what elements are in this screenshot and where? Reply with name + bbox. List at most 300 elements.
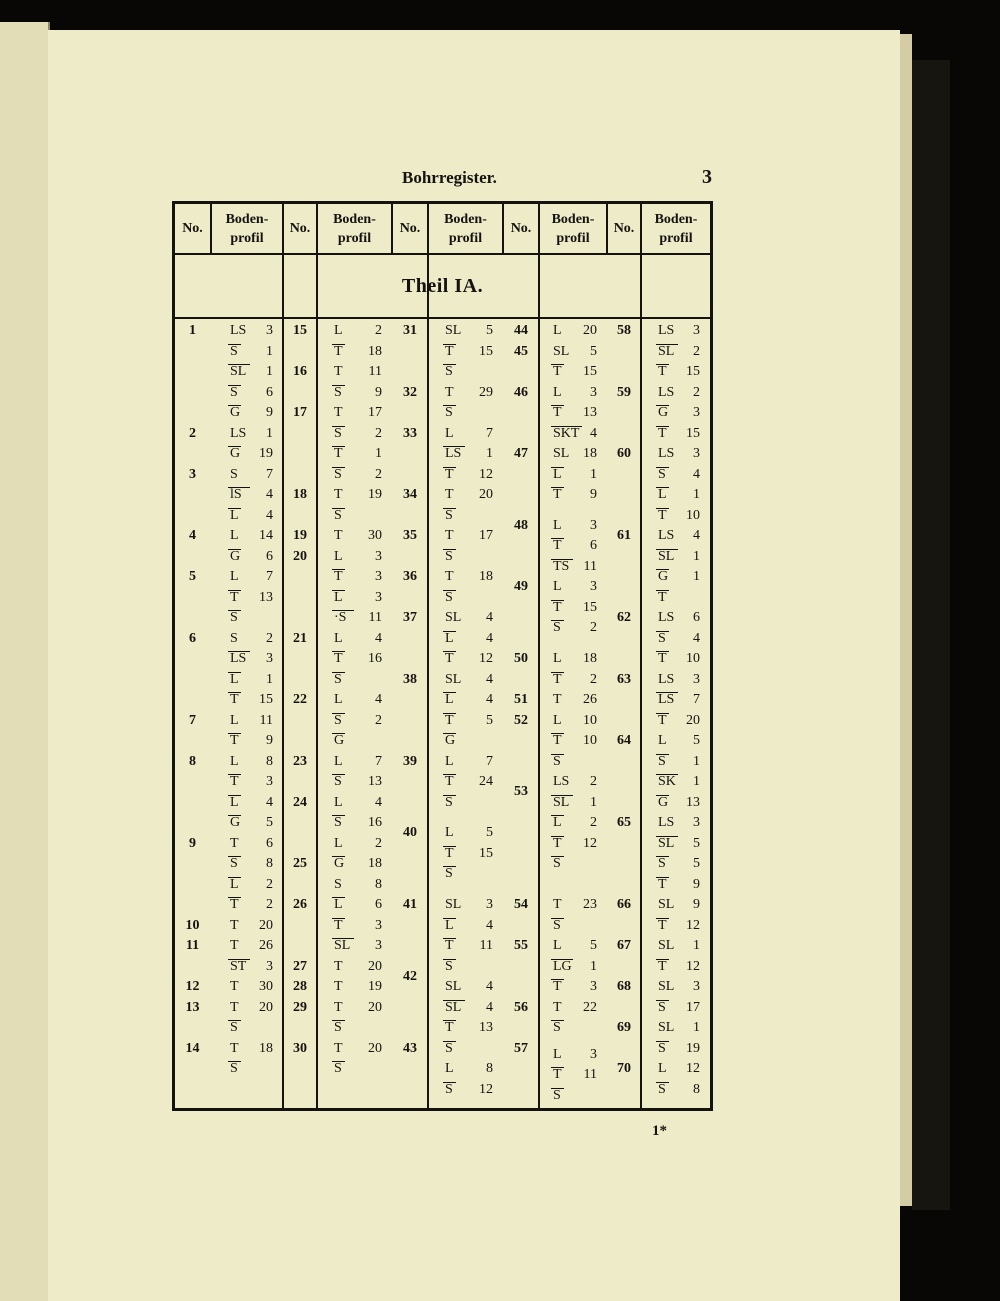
soil-layer-depth: 5 <box>590 938 597 953</box>
section-band <box>175 255 710 319</box>
soil-layer-depth: 4 <box>375 630 382 646</box>
soil-layer-depth: 19 <box>368 487 382 502</box>
header-no-label: No. <box>613 221 635 236</box>
soil-layer-code: T <box>445 712 454 728</box>
soil-layer-depth: 3 <box>375 917 382 933</box>
soil-layer-code: L <box>553 1046 562 1062</box>
soil-layer-depth: 1 <box>693 774 700 789</box>
soil-layer-depth: 18 <box>368 856 382 871</box>
soil-layer-depth: 2 <box>590 815 597 830</box>
soil-layer-code: SL <box>658 548 675 564</box>
bohrung-number: 32 <box>403 384 417 400</box>
bohrung-number: 55 <box>514 938 528 953</box>
soil-layer-depth: 7 <box>486 753 493 769</box>
soil-layer-code: SL <box>445 610 462 625</box>
soil-layer-code: LS <box>230 425 247 441</box>
soil-layer-code: L <box>334 794 343 810</box>
soil-layer-depth: 20 <box>686 712 700 728</box>
bohrung-number: 64 <box>617 733 631 748</box>
soil-layer-code: L <box>230 671 239 687</box>
bohrung-number: 33 <box>403 425 417 441</box>
soil-layer-depth: 8 <box>486 1061 493 1076</box>
soil-layer-code: L <box>230 507 239 523</box>
header-bodenprofil-label <box>552 210 595 248</box>
bohrung-number: 12 <box>185 979 200 994</box>
soil-layer-code: T <box>334 1040 343 1056</box>
soil-layer-depth: 3 <box>375 548 382 564</box>
soil-layer-code: SL <box>553 343 570 359</box>
soil-layer-code: T <box>230 774 239 789</box>
soil-layer-depth: 30 <box>259 979 273 994</box>
soil-layer-code: L <box>445 630 454 646</box>
bohrung-number: 63 <box>617 671 631 687</box>
soil-layer-code: G <box>658 569 669 584</box>
bohrung-number: 61 <box>617 528 631 543</box>
soil-layer-depth: 4 <box>266 794 273 810</box>
soil-layer-code: SL <box>445 897 462 912</box>
header-no-3 <box>393 204 427 253</box>
soil-layer-code: T <box>334 343 343 359</box>
header-bodenprofil-label <box>226 210 269 248</box>
soil-layer-code: S <box>658 1081 666 1097</box>
soil-layer-depth: 10 <box>686 651 700 666</box>
soil-layer-depth: 18 <box>259 1040 273 1056</box>
soil-layer-code: T <box>230 692 239 707</box>
soil-layer-code: L <box>553 517 562 533</box>
bohrung-number: 69 <box>617 1020 631 1035</box>
soil-layer-code: SL <box>334 938 351 953</box>
soil-layer-depth: 11 <box>583 1067 597 1083</box>
bohrung-number: 34 <box>403 487 417 502</box>
bohrung-number: 62 <box>617 610 631 625</box>
soil-layer-code: LS <box>658 692 675 707</box>
soil-layer-depth: 9 <box>266 733 273 748</box>
soil-layer-depth: 2 <box>266 897 273 912</box>
soil-layer-code: T <box>658 589 667 605</box>
soil-layer-code: T <box>553 671 562 687</box>
bohrung-number: 59 <box>617 384 631 400</box>
soil-layer-code: S <box>553 1020 561 1035</box>
soil-layer-depth: 3 <box>590 517 597 533</box>
soil-layer-depth: 12 <box>479 651 493 666</box>
soil-layer-depth: 26 <box>583 692 597 707</box>
soil-layer-depth: 7 <box>375 753 382 769</box>
bohrung-number: 9 <box>189 835 196 851</box>
soil-layer-depth: 1 <box>590 794 597 810</box>
soil-layer-depth: 2 <box>693 384 700 400</box>
soil-layer-code: S <box>334 1061 342 1076</box>
header-bodenprofil-label <box>655 210 698 248</box>
header-boden-line1: Boden- <box>444 211 487 227</box>
soil-layer-depth: 3 <box>693 815 700 830</box>
bohrung-number: 26 <box>293 897 307 912</box>
soil-layer-depth: 3 <box>590 384 597 400</box>
bohrung-number: 68 <box>617 979 631 994</box>
bohrung-number: 3 <box>189 466 196 482</box>
soil-layer-depth: 4 <box>266 487 273 502</box>
soil-layer-depth: 20 <box>259 917 273 933</box>
soil-layer-code: L <box>445 917 454 933</box>
bohrung-number: 30 <box>293 1040 307 1056</box>
soil-layer-depth: 9 <box>693 897 700 912</box>
header-no-2 <box>284 204 316 253</box>
soil-layer-depth: 16 <box>368 815 382 830</box>
soil-layer-code: S <box>334 1020 342 1035</box>
soil-layer-depth: 4 <box>486 979 493 994</box>
soil-layer-code: G <box>445 733 456 748</box>
soil-layer-depth: 1 <box>693 1020 700 1035</box>
soil-layer-depth: 29 <box>479 384 493 400</box>
soil-layer-depth: 4 <box>590 425 597 441</box>
soil-layer-depth: 7 <box>486 425 493 441</box>
soil-layer-code: SL <box>658 897 675 912</box>
soil-layer-depth: 30 <box>368 528 382 543</box>
soil-layer-code: SL <box>553 446 570 461</box>
soil-layer-depth: 13 <box>259 589 273 605</box>
soil-layer-depth: 26 <box>259 938 273 953</box>
soil-layer-code: T <box>445 774 454 789</box>
soil-layer-depth: 15 <box>479 845 493 861</box>
soil-layer-code: T <box>445 528 454 543</box>
soil-layer-code: S <box>230 856 238 871</box>
header-bodenprofil-4 <box>540 204 606 253</box>
soil-layer-depth: 1 <box>266 425 273 441</box>
bohrung-number: 56 <box>514 999 528 1015</box>
soil-layer-depth: 1 <box>693 548 700 564</box>
soil-layer-depth: 4 <box>693 528 700 543</box>
soil-layer-code: T <box>334 487 343 502</box>
header-bodenprofil-1 <box>212 204 282 253</box>
soil-layer-code: S <box>334 815 342 830</box>
soil-layer-code: L <box>553 579 562 595</box>
soil-layer-depth: 3 <box>590 979 597 994</box>
soil-layer-code: LG <box>553 958 572 974</box>
page-number: 3 <box>702 166 712 188</box>
header-divider <box>210 204 212 253</box>
soil-layer-code: T <box>334 405 343 420</box>
bohrung-number: 70 <box>617 1061 631 1076</box>
bohrung-number: 11 <box>185 938 200 953</box>
bohrung-number: 17 <box>293 405 307 420</box>
soil-layer-code: L <box>553 384 562 400</box>
soil-layer-depth: 3 <box>266 774 273 789</box>
soil-layer-code: S <box>445 958 453 974</box>
header-boden-line1: Boden- <box>333 211 376 227</box>
soil-layer-code: T <box>658 425 667 441</box>
bohrung-number: 40 <box>403 825 417 841</box>
bohrung-number: 6 <box>189 630 196 646</box>
soil-layer-code: S <box>445 1040 453 1056</box>
soil-layer-code: T <box>334 569 343 584</box>
bohrung-number: 60 <box>617 446 631 461</box>
soil-layer-code: T <box>658 507 667 523</box>
soil-layer-depth: 4 <box>375 794 382 810</box>
soil-layer-code: LS <box>658 815 675 830</box>
soil-layer-code: L <box>230 528 239 543</box>
bohrung-number: 51 <box>514 692 528 707</box>
soil-layer-depth: 3 <box>693 671 700 687</box>
bohrung-number: 47 <box>514 446 528 461</box>
soil-layer-code: T <box>445 343 454 359</box>
bohrung-number: 49 <box>514 579 528 595</box>
soil-layer-depth: 1 <box>590 958 597 974</box>
soil-layer-code: L <box>553 712 562 728</box>
soil-layer-code: L <box>334 753 343 769</box>
soil-layer-code: T <box>553 405 562 420</box>
soil-layer-depth: 4 <box>693 466 700 482</box>
header-no-label: No. <box>510 221 532 236</box>
soil-layer-code: G <box>658 794 669 810</box>
soil-layer-depth: 6 <box>590 538 597 554</box>
soil-layer-depth: 10 <box>583 733 597 748</box>
header-no-5 <box>608 204 640 253</box>
soil-layer-code: T <box>553 979 562 994</box>
header-no-1 <box>175 204 210 253</box>
header-divider <box>502 204 504 253</box>
soil-layer-depth: 11 <box>368 364 382 379</box>
soil-layer-code: T <box>553 897 562 912</box>
soil-layer-depth: 2 <box>375 425 382 441</box>
soil-layer-code: SL <box>658 979 675 994</box>
soil-layer-depth: 5 <box>266 815 273 830</box>
soil-layer-depth: 4 <box>486 692 493 707</box>
bohrung-number: 39 <box>403 753 417 769</box>
soil-layer-code: T <box>658 364 667 379</box>
soil-layer-code: T <box>553 487 562 502</box>
soil-layer-code: L <box>445 753 454 769</box>
soil-layer-depth: 5 <box>590 343 597 359</box>
soil-layer-depth: 3 <box>590 1046 597 1062</box>
soil-layer-code: S <box>553 1087 561 1103</box>
header-no-4 <box>504 204 538 253</box>
soil-layer-depth: 13 <box>686 794 700 810</box>
soil-layer-code: T <box>553 835 562 851</box>
soil-layer-code: S <box>230 1061 238 1076</box>
soil-layer-depth: 1 <box>693 569 700 584</box>
soil-layer-depth: 3 <box>693 979 700 994</box>
bohrung-number: 50 <box>514 651 528 666</box>
soil-layer-depth: 18 <box>583 446 597 461</box>
bohrung-number: 52 <box>514 712 528 728</box>
bohrregister-table <box>172 201 713 1111</box>
soil-layer-depth: 5 <box>486 712 493 728</box>
soil-layer-depth: 7 <box>693 692 700 707</box>
soil-layer-depth: 3 <box>266 958 273 974</box>
bohrung-number: 19 <box>293 528 307 543</box>
soil-layer-depth: 20 <box>368 1040 382 1056</box>
soil-layer-depth: 5 <box>486 323 493 338</box>
soil-layer-depth: 4 <box>693 630 700 646</box>
header-divider <box>606 204 608 253</box>
soil-layer-code: S <box>334 712 342 728</box>
header-boden-line2: profil <box>659 230 693 246</box>
soil-layer-code: L <box>230 794 239 810</box>
soil-layer-depth: 2 <box>590 774 597 789</box>
soil-layer-code: L <box>445 425 454 441</box>
soil-layer-code: S <box>334 384 342 400</box>
soil-layer-code: SK <box>658 774 676 789</box>
soil-layer-depth: 2 <box>375 835 382 851</box>
soil-layer-code: S <box>445 405 453 420</box>
soil-layer-code: L <box>230 712 239 728</box>
soil-layer-depth: 18 <box>583 651 597 666</box>
soil-layer-code: L <box>553 938 562 953</box>
soil-layer-code: T <box>230 1040 239 1056</box>
soil-layer-code: T <box>334 958 343 974</box>
soil-layer-code: T <box>445 845 454 861</box>
soil-layer-code: SKT <box>553 425 580 441</box>
bohrung-number: 36 <box>403 569 417 584</box>
soil-layer-code: S <box>658 1040 666 1056</box>
soil-layer-code: T <box>445 487 454 502</box>
soil-layer-code: L <box>334 323 343 338</box>
soil-layer-code: T <box>445 466 454 482</box>
soil-layer-depth: 18 <box>479 569 493 584</box>
soil-layer-code: LS <box>658 323 675 338</box>
soil-layer-code: LS <box>658 528 675 543</box>
bohrung-number: 25 <box>293 856 307 871</box>
bohrung-number: 57 <box>514 1040 528 1056</box>
soil-layer-depth: 3 <box>266 651 273 666</box>
soil-layer-code: L <box>658 1061 667 1076</box>
soil-layer-code: TS <box>553 558 570 574</box>
soil-layer-depth: 4 <box>266 507 273 523</box>
soil-layer-code: G <box>230 405 241 420</box>
soil-layer-code: S <box>658 630 666 646</box>
signature-mark: 1* <box>652 1123 667 1139</box>
soil-layer-depth: 15 <box>479 343 493 359</box>
soil-layer-depth: 2 <box>266 876 273 892</box>
soil-layer-code: LS <box>658 610 675 625</box>
soil-layer-depth: 7 <box>266 466 273 482</box>
soil-layer-code: S <box>445 364 453 379</box>
soil-layer-code: T <box>334 446 343 461</box>
soil-layer-depth: 4 <box>486 917 493 933</box>
header-no-label: No. <box>289 221 311 236</box>
soil-layer-depth: 6 <box>266 835 273 851</box>
running-title: Bohrregister. <box>402 168 497 187</box>
soil-layer-depth: 1 <box>486 446 493 461</box>
soil-layer-code: LS <box>658 446 675 461</box>
header-divider <box>391 204 393 253</box>
bohrung-number: 29 <box>293 999 307 1015</box>
soil-layer-code: T <box>445 1020 454 1035</box>
soil-layer-depth: 17 <box>686 999 700 1015</box>
soil-layer-depth: 1 <box>693 753 700 769</box>
bohrung-number: 14 <box>185 1040 200 1056</box>
soil-layer-code: L <box>553 651 562 666</box>
soil-layer-depth: 24 <box>479 774 493 789</box>
soil-layer-code: T <box>658 651 667 666</box>
facing-page-edge <box>0 22 50 1301</box>
soil-layer-code: T <box>553 692 562 707</box>
bohrung-number: 7 <box>189 712 196 728</box>
soil-layer-code: S <box>445 589 453 605</box>
header-boden-line1: Boden- <box>225 211 269 227</box>
soil-layer-code: T <box>334 364 343 379</box>
soil-layer-code: ST <box>230 958 247 974</box>
bohrung-number: 2 <box>189 425 196 441</box>
soil-layer-code: T <box>658 712 667 728</box>
bohrung-number: 45 <box>514 343 528 359</box>
bohrung-number: 18 <box>293 487 307 502</box>
soil-layer-depth: 6 <box>266 384 273 400</box>
soil-layer-depth: 1 <box>266 364 273 379</box>
soil-layer-code: L <box>553 815 562 830</box>
soil-layer-code: T <box>658 876 667 892</box>
bohrung-number: 13 <box>185 999 200 1015</box>
soil-layer-depth: 11 <box>259 712 273 728</box>
soil-layer-code: L <box>445 692 454 707</box>
soil-layer-code: S <box>230 384 238 400</box>
soil-layer-code: L <box>230 753 239 769</box>
soil-layer-code: L <box>334 835 343 851</box>
soil-layer-code: T <box>445 569 454 584</box>
soil-layer-depth: 2 <box>590 671 597 687</box>
soil-layer-depth: 17 <box>479 528 493 543</box>
header-boden-line1: Boden- <box>551 211 595 227</box>
soil-layer-code: L <box>553 466 562 482</box>
soil-layer-depth: 11 <box>583 558 597 574</box>
soil-layer-code: L <box>658 733 667 748</box>
header-boden-line2: profil <box>556 230 590 246</box>
header-no-label: No. <box>182 221 203 236</box>
soil-layer-depth: 2 <box>590 620 597 636</box>
soil-layer-code: T <box>230 897 239 912</box>
soil-layer-code: S <box>658 999 666 1015</box>
book-cover <box>912 60 950 1210</box>
soil-layer-depth: 3 <box>266 323 273 338</box>
soil-layer-depth: 9 <box>266 405 273 420</box>
bohrung-number: 43 <box>403 1040 417 1056</box>
table-body <box>175 319 710 1108</box>
soil-layer-code: LS <box>553 774 570 789</box>
bohrung-number: 8 <box>189 753 196 769</box>
soil-layer-depth: 1 <box>266 671 273 687</box>
soil-layer-code: S <box>334 671 342 687</box>
soil-layer-depth: 12 <box>686 917 700 933</box>
soil-layer-depth: 5 <box>693 733 700 748</box>
soil-layer-code: LS <box>230 323 247 338</box>
soil-layer-depth: 20 <box>479 487 493 502</box>
bohrung-number: 10 <box>185 917 200 933</box>
soil-layer-depth: 15 <box>259 692 273 707</box>
bohrung-number: 27 <box>293 958 307 974</box>
soil-layer-code: SL <box>445 671 462 687</box>
soil-layer-depth: 4 <box>486 630 493 646</box>
soil-layer-code: T <box>445 384 454 400</box>
soil-layer-code: T <box>230 979 239 994</box>
bohrung-number: 44 <box>514 323 528 338</box>
soil-layer-code: G <box>334 856 345 871</box>
bohrung-number: 20 <box>293 548 307 564</box>
soil-layer-code: S <box>445 507 453 523</box>
section-title: Theil IA. <box>401 274 484 297</box>
soil-layer-depth: 8 <box>266 753 273 769</box>
soil-layer-depth: 13 <box>479 1020 493 1035</box>
soil-layer-code: L <box>445 1061 454 1076</box>
soil-layer-code: S <box>445 794 453 810</box>
soil-layer-depth: 1 <box>693 938 700 953</box>
bohrung-number: 23 <box>293 753 307 769</box>
soil-layer-code: T <box>553 1067 562 1083</box>
soil-layer-depth: 3 <box>486 897 493 912</box>
soil-layer-depth: 3 <box>375 589 382 605</box>
soil-layer-depth: 4 <box>486 999 493 1015</box>
soil-layer-depth: 20 <box>368 999 382 1015</box>
soil-layer-code: S <box>658 856 666 871</box>
bohrung-number: 54 <box>514 897 528 912</box>
